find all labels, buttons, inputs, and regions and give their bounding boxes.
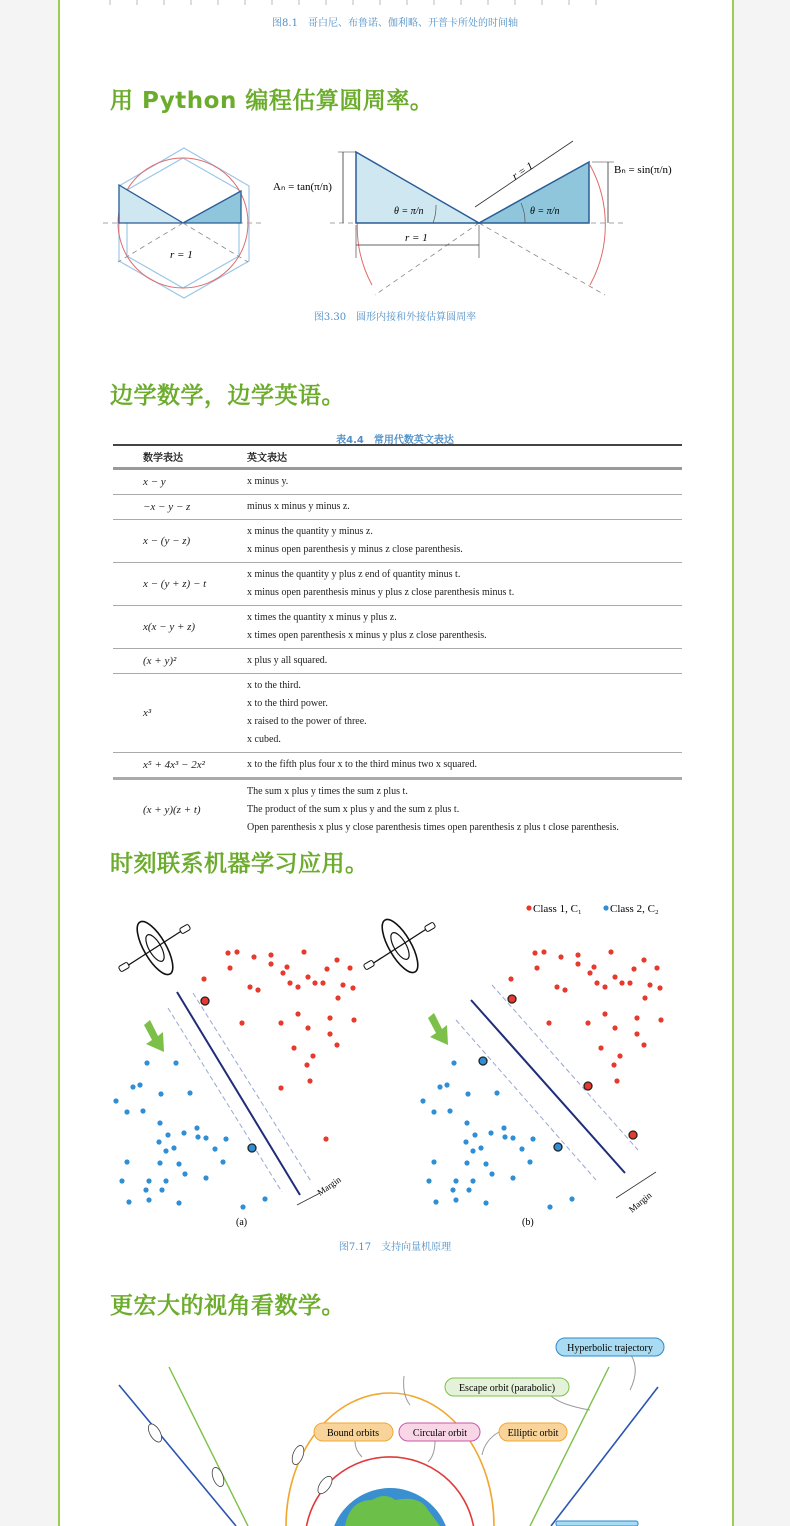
class-2-point — [113, 1098, 118, 1103]
class-2-point — [450, 1187, 455, 1192]
connector-line — [550, 1395, 590, 1410]
class-1-point — [641, 1042, 646, 1047]
class-2-point — [194, 1125, 199, 1130]
class-2-point — [433, 1199, 438, 1204]
class-2-point — [489, 1171, 494, 1176]
english-line: x minus y. — [247, 476, 289, 487]
class-1-point — [612, 974, 617, 979]
class-2-point — [144, 1060, 149, 1065]
class-2-point — [159, 1187, 164, 1192]
class-1-point — [320, 980, 325, 985]
class-1-point — [575, 961, 580, 966]
class-1-point — [323, 1136, 328, 1141]
class-1-point — [201, 976, 206, 981]
support-vector — [629, 1131, 637, 1139]
class-2-point — [483, 1200, 488, 1205]
class-2-point — [488, 1130, 493, 1135]
english-line: x minus open parenthesis y minus z close parenthesis. — [247, 544, 463, 555]
margin-line-a — [168, 1008, 282, 1192]
rocket-icon — [146, 1422, 335, 1496]
class-1-point — [304, 1062, 309, 1067]
english-line: x minus the quantity y plus z end of quantity minus t. — [247, 569, 461, 580]
math-expression: −x − y − z — [113, 495, 247, 520]
class-1-point — [227, 965, 232, 970]
class-1-point — [284, 964, 289, 969]
section-heading-ml: 时刻联系机器学习应用。 — [110, 851, 369, 877]
arrow-icon — [144, 1020, 164, 1052]
legend-marker-class-1 — [526, 905, 531, 910]
class-1-point — [278, 1085, 283, 1090]
class-1-point — [508, 976, 513, 981]
support-vector — [479, 1057, 487, 1065]
label-hyperbolic: Hyperbolic trajectory — [567, 1343, 653, 1354]
label-escape: Escape orbit (parabolic) — [458, 1383, 556, 1394]
kayak-icon — [118, 917, 191, 980]
class-2-point — [262, 1196, 267, 1201]
class-2-point — [453, 1178, 458, 1183]
decision-boundary-b — [471, 1000, 625, 1173]
support-vector — [554, 1143, 562, 1151]
class-2-point — [171, 1145, 176, 1150]
class-2-point — [126, 1199, 131, 1204]
class-1-point — [602, 984, 607, 989]
class-2-point — [431, 1159, 436, 1164]
r-label-diagonal: r = 1 — [510, 160, 536, 183]
class-1-point — [598, 1045, 603, 1050]
english-line: x plus y all squared. — [247, 655, 328, 666]
class-1-point — [334, 1042, 339, 1047]
legend-class-2: Class 2, C₂ — [610, 903, 659, 915]
class-2-point — [143, 1187, 148, 1192]
class-2-point — [472, 1132, 477, 1137]
class-1-point — [295, 1011, 300, 1016]
connector-line — [355, 1441, 362, 1457]
english-line: minus x minus y minus z. — [247, 501, 350, 512]
english-line: Open parenthesis x plus y close parenthesis times open parenthesis z plus t close parenthesis. — [247, 822, 619, 833]
class-2-point — [519, 1146, 524, 1151]
english-line: x times the quantity x minus y plus z. — [247, 612, 397, 623]
class-2-point — [163, 1148, 168, 1153]
b-n-label: Bₙ = sin(π/n) — [614, 164, 672, 176]
class-1-point — [602, 1011, 607, 1016]
english-line: x to the fifth plus four x to the third minus two x squared. — [247, 759, 477, 770]
class-1-point — [534, 965, 539, 970]
panel-label-b: (b) — [522, 1217, 534, 1228]
column-header-math: 数学表达 — [113, 445, 247, 469]
class-2-point — [453, 1197, 458, 1202]
class-1-point — [594, 980, 599, 985]
connector-line — [630, 1355, 635, 1390]
class-2-point — [437, 1084, 442, 1089]
math-expression: (x + y)(z + t) — [143, 804, 201, 816]
margin-label-b: Margin — [626, 1189, 654, 1215]
english-line: x to the third power. — [247, 698, 328, 709]
table-caption-4-4: 表4.4 常用代数英文表达 — [336, 435, 454, 446]
class-2-point — [547, 1204, 552, 1209]
support-vector — [584, 1082, 592, 1090]
r-label-left: r = 1 — [170, 249, 193, 261]
class-1-point — [608, 949, 613, 954]
class-1-point — [627, 980, 632, 985]
class-1-point — [631, 966, 636, 971]
class-1-point — [558, 954, 563, 959]
class-2-point — [530, 1136, 535, 1141]
class-1-point — [647, 982, 652, 987]
section-heading-perspective: 更宏大的视角看数学。 — [110, 1293, 345, 1319]
class-1-point — [347, 965, 352, 970]
class-2-point — [501, 1125, 506, 1130]
class-2-point — [494, 1090, 499, 1095]
class-2-point — [176, 1200, 181, 1205]
class-2-point — [124, 1109, 129, 1114]
legend-marker-class-2 — [603, 905, 608, 910]
math-expression: x − (y + z) − t — [113, 563, 247, 606]
class-2-point — [569, 1196, 574, 1201]
english-line: The sum x plus y times the sum z plus t. — [247, 786, 408, 797]
margin-arrow-a — [297, 1193, 320, 1205]
label-circular: Circular orbit — [412, 1428, 468, 1439]
english-line: x cubed. — [247, 734, 281, 745]
class-2-point — [223, 1136, 228, 1141]
math-expression: x − y — [113, 469, 247, 495]
english-line: The product of the sum x plus y and the sum z plus t. — [247, 804, 460, 815]
class-1-point — [641, 957, 646, 962]
support-vector — [201, 997, 209, 1005]
class-1-point — [305, 1025, 310, 1030]
class-2-point — [137, 1082, 142, 1087]
class-1-point — [634, 1031, 639, 1036]
class-1-point — [287, 980, 292, 985]
class-2-point — [157, 1120, 162, 1125]
class-1-point — [225, 950, 230, 955]
class-2-point — [510, 1175, 515, 1180]
class-1-point — [562, 987, 567, 992]
figure-caption-8-1: 图8.1 哥白尼、布鲁诺、伽利略、开普卡所处的时间轴 — [272, 18, 518, 29]
class-2-point — [173, 1060, 178, 1065]
panel-label-a: (a) — [236, 1217, 248, 1228]
theta-label-left: θ = π/n — [394, 206, 424, 217]
math-expression: x(x − y + z) — [113, 606, 247, 649]
class-1-point — [611, 1062, 616, 1067]
class-2-point — [165, 1132, 170, 1137]
class-1-point — [255, 987, 260, 992]
column-header-english: 英文表达 — [247, 445, 682, 469]
class-2-point — [195, 1134, 200, 1139]
class-1-point — [642, 995, 647, 1000]
class-2-point — [466, 1187, 471, 1192]
class-1-point — [575, 952, 580, 957]
class-1-point — [541, 949, 546, 954]
class-1-point — [310, 1053, 315, 1058]
class-2-point — [146, 1178, 151, 1183]
class-2-point — [130, 1084, 135, 1089]
class-2-point — [182, 1171, 187, 1176]
class-2-point — [464, 1120, 469, 1125]
class-2-point — [212, 1146, 217, 1151]
class-2-point — [426, 1178, 431, 1183]
orbit-figure — [0, 1330, 790, 1526]
theta-label-right: θ = π/n — [530, 206, 560, 217]
class-1-point — [587, 970, 592, 975]
class-2-point — [176, 1161, 181, 1166]
class-2-point — [220, 1159, 225, 1164]
class-1-point — [239, 1020, 244, 1025]
label-elliptic: Elliptic orbit — [507, 1428, 559, 1439]
english-line: x raised to the power of three. — [247, 716, 367, 727]
class-2-point — [203, 1175, 208, 1180]
kayak-icon — [363, 915, 436, 978]
support-vector — [248, 1144, 256, 1152]
section-heading-english: 边学数学，边学英语。 — [110, 383, 345, 409]
class-1-point — [351, 1017, 356, 1022]
class-1-point — [291, 1045, 296, 1050]
class-2-point — [119, 1178, 124, 1183]
class-1-point — [657, 985, 662, 990]
connector-line — [404, 1376, 410, 1405]
class-1-point — [617, 1053, 622, 1058]
figure-caption-7-17: 图7.17 支持向量机原理 — [338, 1242, 452, 1253]
class-1-point — [307, 1078, 312, 1083]
class-1-point — [268, 952, 273, 957]
r-label-bottom: r = 1 — [405, 232, 428, 244]
class-1-point — [658, 1017, 663, 1022]
connector-line — [482, 1432, 499, 1455]
label-bound: Bound orbits — [327, 1428, 379, 1439]
class-1-point — [334, 957, 339, 962]
class-1-point — [612, 1025, 617, 1030]
section-heading-python: 用 Python 编程估算圆周率。 — [110, 88, 434, 114]
class-2-point — [470, 1148, 475, 1153]
class-1-point — [340, 982, 345, 987]
class-2-point — [163, 1178, 168, 1183]
margin-line-b — [456, 1020, 596, 1180]
support-vector — [508, 995, 516, 1003]
hyperbolic-path-right — [551, 1387, 658, 1526]
class-1-point — [305, 974, 310, 979]
class-1-point — [546, 1020, 551, 1025]
class-2-point — [451, 1060, 456, 1065]
class-1-point — [301, 949, 306, 954]
class-1-point — [585, 1020, 590, 1025]
class-1-point — [554, 984, 559, 989]
class-1-point — [327, 1031, 332, 1036]
cropped-bubble — [556, 1521, 638, 1526]
math-expression: x³ — [113, 674, 247, 753]
class-2-point — [240, 1204, 245, 1209]
class-2-point — [146, 1197, 151, 1202]
class-1-point — [268, 961, 273, 966]
legend-class-1: Class 1, C₁ — [533, 903, 582, 915]
class-1-point — [591, 964, 596, 969]
class-1-point — [295, 984, 300, 989]
class-2-point — [156, 1139, 161, 1144]
class-2-point — [431, 1109, 436, 1114]
class-1-point — [312, 980, 317, 985]
class-2-point — [478, 1145, 483, 1150]
class-1-point — [619, 980, 624, 985]
class-2-point — [510, 1135, 515, 1140]
class-1-point — [654, 965, 659, 970]
parabolic-path-left — [169, 1367, 248, 1526]
class-1-point — [278, 1020, 283, 1025]
class-1-point — [251, 954, 256, 959]
arrow-icon — [428, 1013, 448, 1045]
margin-line-b — [492, 985, 638, 1150]
class-2-point — [502, 1134, 507, 1139]
class-1-point — [614, 1078, 619, 1083]
class-2-point — [470, 1178, 475, 1183]
class-1-point — [327, 1015, 332, 1020]
class-2-point — [140, 1108, 145, 1113]
margin-line-a — [193, 993, 312, 1183]
math-expression: x − (y − z) — [113, 520, 247, 563]
class-2-point — [124, 1159, 129, 1164]
class-2-point — [187, 1090, 192, 1095]
class-2-point — [203, 1135, 208, 1140]
class-1-point — [280, 970, 285, 975]
connector-line — [428, 1441, 435, 1462]
class-1-point — [634, 1015, 639, 1020]
class-1-point — [234, 949, 239, 954]
hyperbolic-path-left — [119, 1385, 236, 1526]
class-2-point — [483, 1161, 488, 1166]
english-line: x to the third. — [247, 680, 301, 691]
class-1-point — [350, 985, 355, 990]
class-1-point — [335, 995, 340, 1000]
class-2-point — [444, 1082, 449, 1087]
class-2-point — [463, 1139, 468, 1144]
class-2-point — [157, 1160, 162, 1165]
margin-label-a: Margin — [315, 1174, 343, 1198]
class-2-point — [420, 1098, 425, 1103]
english-line: x minus the quantity y minus z. — [247, 526, 373, 537]
a-n-label: Aₙ = tan(π/n) — [273, 181, 332, 193]
english-line: x times open parenthesis x minus y plus z close parenthesis. — [247, 630, 487, 641]
math-expression: (x + y)² — [113, 649, 247, 674]
class-2-point — [465, 1091, 470, 1096]
class-2-point — [181, 1130, 186, 1135]
class-2-point — [527, 1159, 532, 1164]
class-2-point — [464, 1160, 469, 1165]
math-expression: x⁵ + 4x³ − 2x² — [113, 753, 247, 779]
class-2-point — [158, 1091, 163, 1096]
class-2-point — [447, 1108, 452, 1113]
class-1-point — [247, 984, 252, 989]
class-1-point — [324, 966, 329, 971]
class-1-point — [532, 950, 537, 955]
english-line: x minus open parenthesis minus y plus z close parenthesis minus t. — [247, 587, 515, 598]
figure-caption-3-30: 图3.30 圆形内接和外接估算圆周率 — [313, 312, 477, 323]
